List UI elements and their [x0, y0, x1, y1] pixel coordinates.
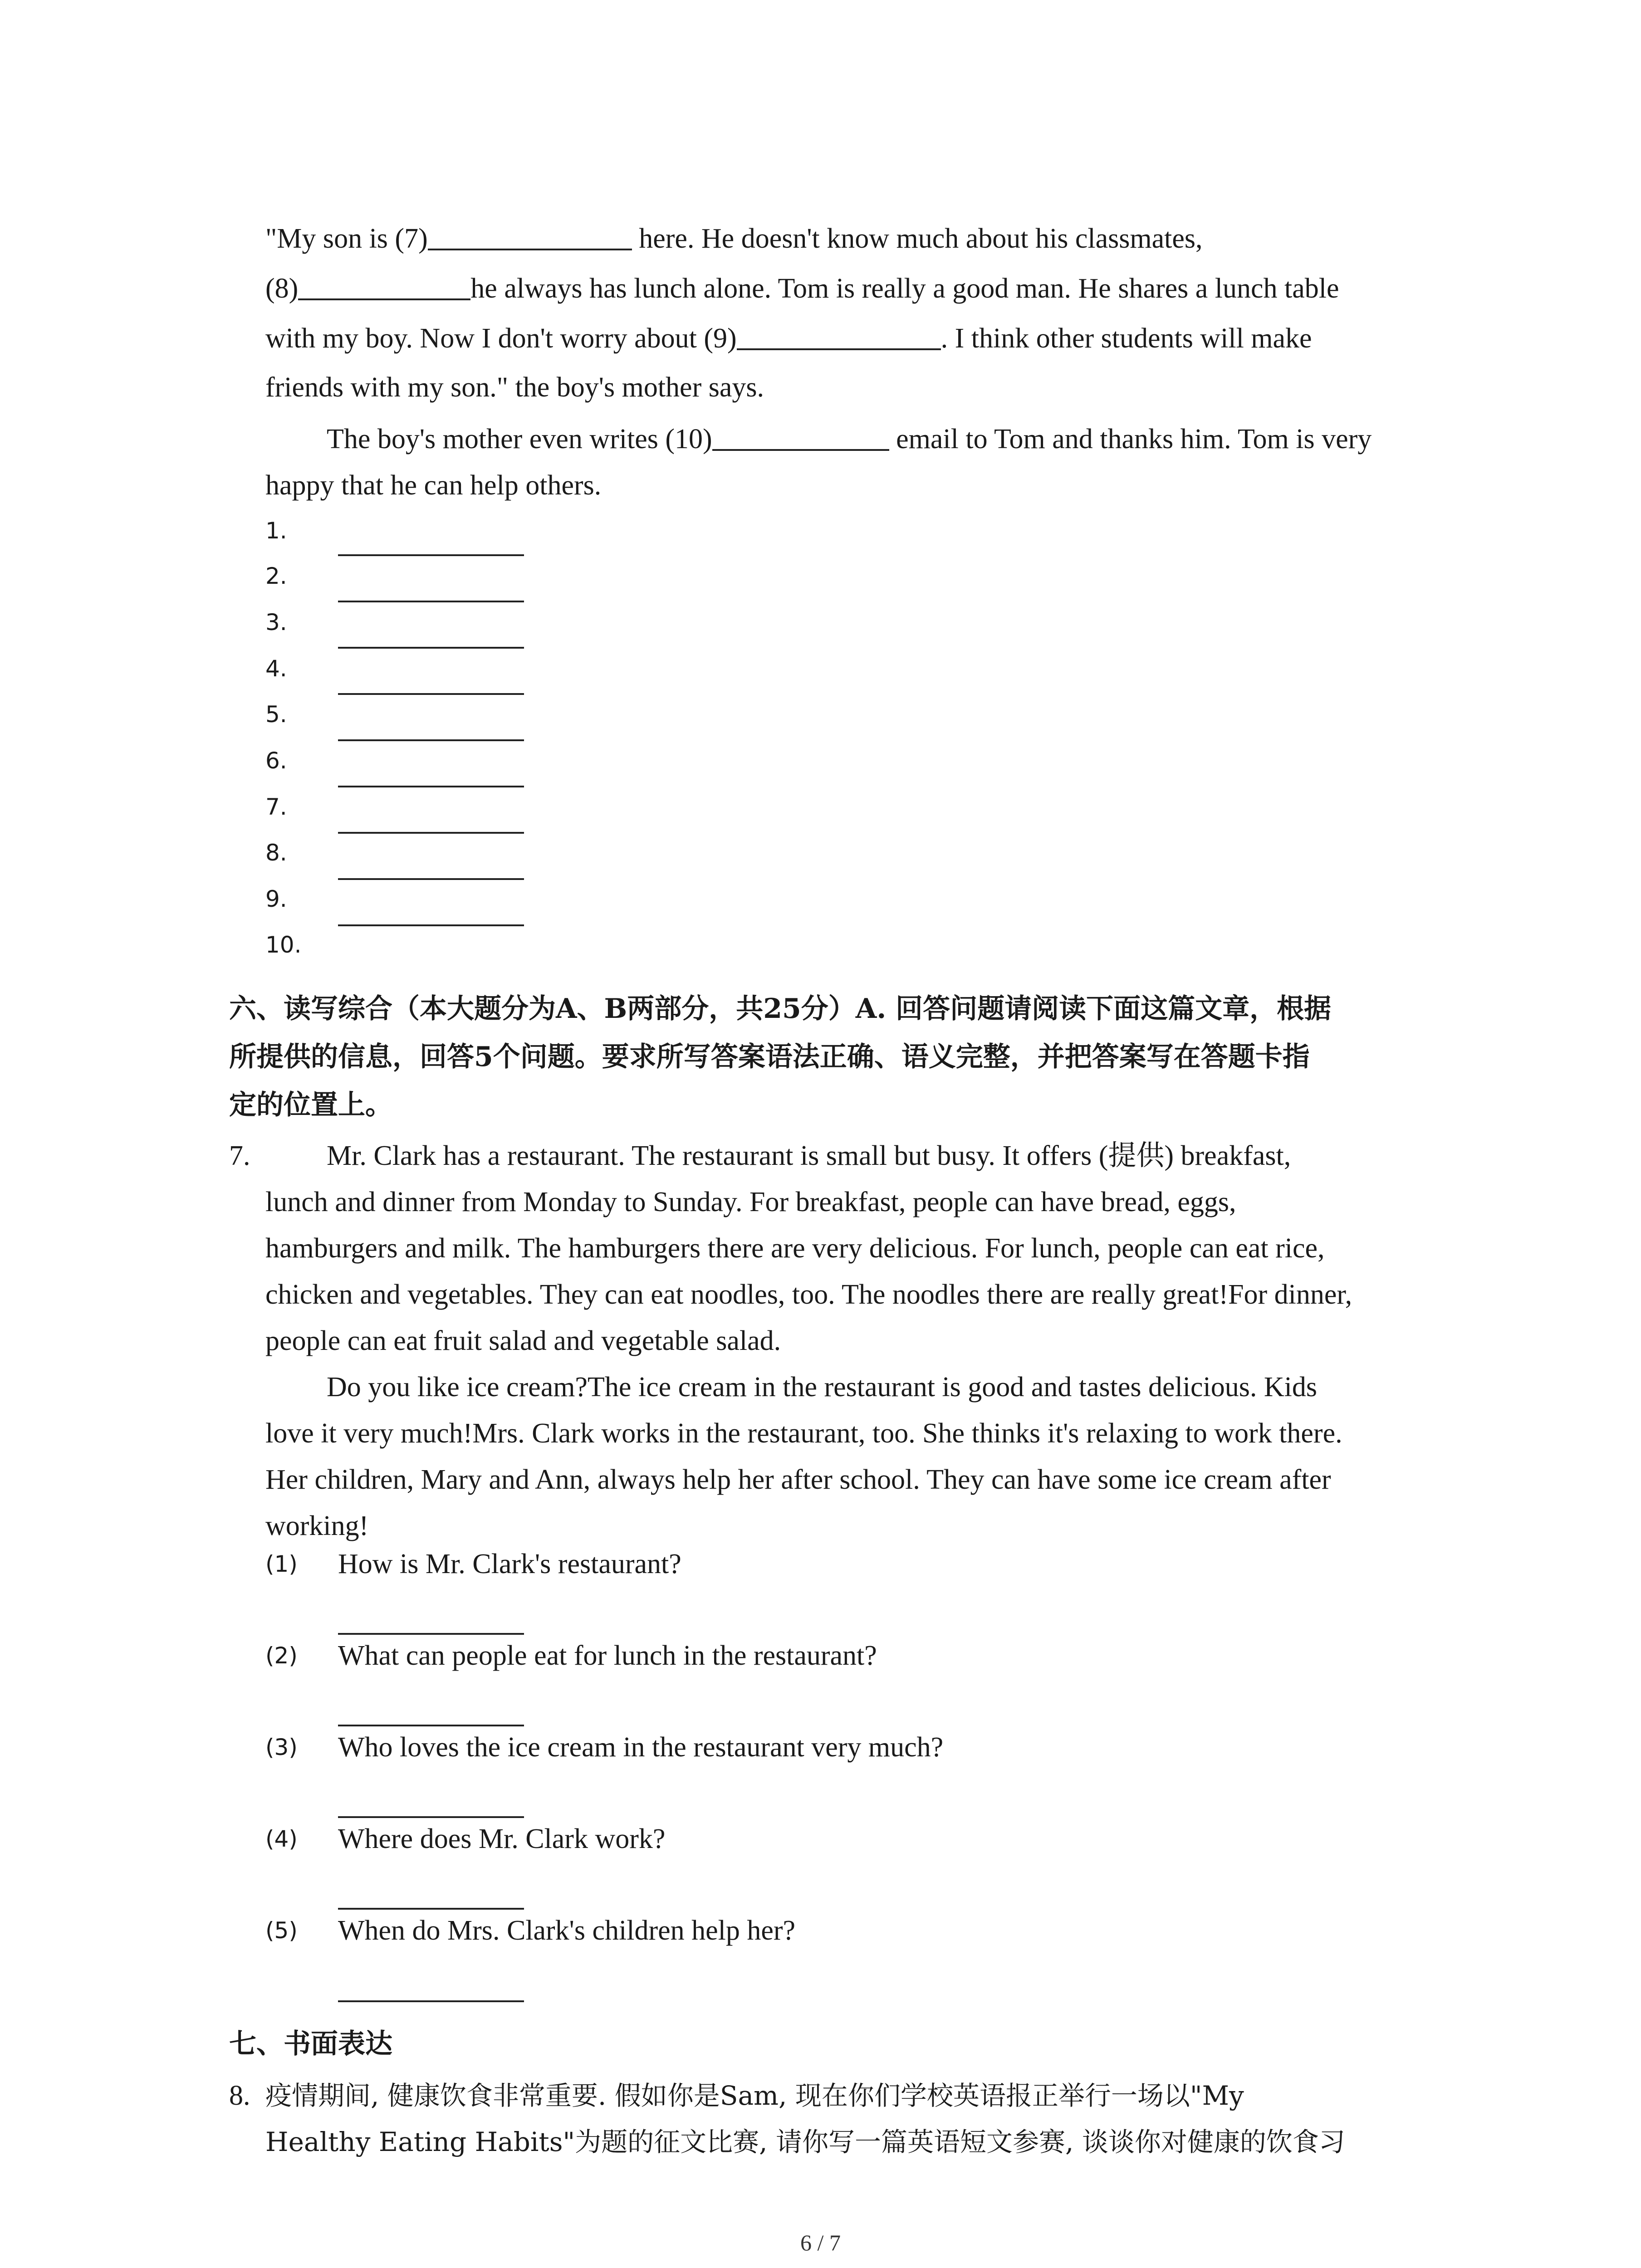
subquestion-text: What can people eat for lunch in the restaurant?: [338, 1640, 877, 1671]
q7-passage-line: chicken and vegetables. They can eat noodles, too. The noodles there are really great!For dinner,: [265, 1279, 1352, 1310]
subquestion-number: (2): [265, 1642, 298, 1669]
subquestion-answer-line-1[interactable]: [338, 1633, 524, 1635]
answer-line-2[interactable]: [338, 601, 524, 602]
passage-text: with my boy. Now I don't worry about (9): [265, 323, 737, 354]
question-8-number: 8.: [229, 2080, 250, 2111]
answer-number: 3.: [265, 609, 287, 635]
subquestion-answer-line-3[interactable]: [338, 1816, 524, 1818]
question-7-number: 7.: [229, 1140, 250, 1171]
passage-line-6: happy that he can help others.: [265, 470, 602, 501]
blank-8[interactable]: [298, 271, 470, 300]
passage-text: here. He doesn't know much about his classmates,: [632, 223, 1203, 254]
subquestion-number: (3): [265, 1734, 298, 1760]
blank-9[interactable]: [737, 321, 941, 350]
passage-line-4: friends with my son." the boy's mother says.: [265, 372, 764, 403]
answer-number: 5.: [265, 701, 287, 728]
q7-passage-line: Mr. Clark has a restaurant. The restaurant is small but busy. It offers (提供) breakfast,: [327, 1140, 1291, 1171]
subquestion-number: (5): [265, 1917, 298, 1944]
blank-10[interactable]: [712, 422, 889, 451]
subquestion-answer-line-4[interactable]: [338, 1908, 524, 1910]
section-6-heading-line-1: 六、读写综合（本大题分为A、B两部分，共25分）A. 回答问题请阅读下面这篇文章，根据: [229, 993, 1332, 1025]
answer-line-1[interactable]: [338, 554, 524, 556]
q8-text-line-2: Healthy Eating Habits"为题的征文比赛, 请你写一篇英语短文参赛, 谈谈你对健康的饮食习: [265, 2126, 1345, 2157]
subquestion-number: (1): [265, 1551, 298, 1577]
answer-number: 4.: [265, 655, 287, 682]
answer-number: 1.: [265, 518, 287, 544]
subquestion-text: How is Mr. Clark's restaurant?: [338, 1549, 681, 1579]
q7-passage-line: lunch and dinner from Monday to Sunday. For breakfast, people can have bread, eggs,: [265, 1187, 1236, 1217]
blank-7[interactable]: [428, 221, 632, 250]
subquestion-number: (4): [265, 1826, 298, 1852]
subquestion-text: Who loves the ice cream in the restaurant very much?: [338, 1732, 944, 1763]
passage-line-3: [265, 321, 1312, 355]
subquestion-text: When do Mrs. Clark's children help her?: [338, 1915, 796, 1946]
passage-text: "My son is (7): [265, 223, 428, 254]
answer-line-7[interactable]: [338, 832, 524, 834]
section-7-heading: 七、书面表达: [229, 2028, 392, 2060]
page-number: 6 / 7: [800, 2230, 841, 2255]
q7-passage-line: Do you like ice cream?The ice cream in the restaurant is good and tastes delicious. Kids: [327, 1372, 1318, 1403]
answer-number: 8.: [265, 840, 287, 866]
section-6-heading-line-2: 所提供的信息，回答5个问题。要求所写答案语法正确、语义完整，并把答案写在答题卡指: [229, 1041, 1310, 1073]
passage-line-2: [265, 271, 1339, 305]
answer-line-9[interactable]: [338, 924, 524, 926]
q7-passage-line: love it very much!Mrs. Clark works in the restaurant, too. She thinks it's relaxing to work there.: [265, 1418, 1342, 1449]
q7-passage-line: Her children, Mary and Ann, always help her after school. They can have some ice cream after: [265, 1464, 1331, 1495]
subquestion-answer-line-5[interactable]: [338, 2000, 524, 2002]
answer-number: 2.: [265, 563, 287, 589]
passage-text: (8): [265, 273, 299, 304]
subquestion-text: Where does Mr. Clark work?: [338, 1823, 666, 1854]
passage-text: email to Tom and thanks him. Tom is very: [889, 424, 1372, 455]
passage-line-5: [327, 422, 1372, 455]
answer-line-4[interactable]: [338, 693, 524, 695]
answer-number: 10.: [265, 932, 302, 958]
answer-number: 7.: [265, 794, 287, 820]
q7-passage-line: people can eat fruit salad and vegetable salad.: [265, 1325, 781, 1356]
passage-text: The boy's mother even writes (10): [327, 424, 712, 455]
passage-line-1: [265, 221, 1203, 255]
answer-line-6[interactable]: [338, 786, 524, 787]
answer-number: 6.: [265, 748, 287, 774]
answer-number: 9.: [265, 886, 287, 912]
q8-text-line-1: 疫情期间, 健康饮食非常重要. 假如你是Sam, 现在你们学校英语报正举行一场以"My: [265, 2080, 1244, 2111]
q7-passage-line: working!: [265, 1510, 369, 1541]
passage-text: . I think other students will make: [941, 323, 1312, 354]
subquestion-answer-line-2[interactable]: [338, 1725, 524, 1726]
answer-line-3[interactable]: [338, 647, 524, 649]
answer-line-8[interactable]: [338, 878, 524, 880]
q7-passage-line: hamburgers and milk. The hamburgers there are very delicious. For lunch, people can eat rice,: [265, 1233, 1325, 1264]
answer-line-5[interactable]: [338, 739, 524, 741]
passage-text: he always has lunch alone. Tom is really a good man. He shares a lunch table: [470, 273, 1339, 304]
section-6-heading-line-3: 定的位置上。: [229, 1089, 392, 1121]
